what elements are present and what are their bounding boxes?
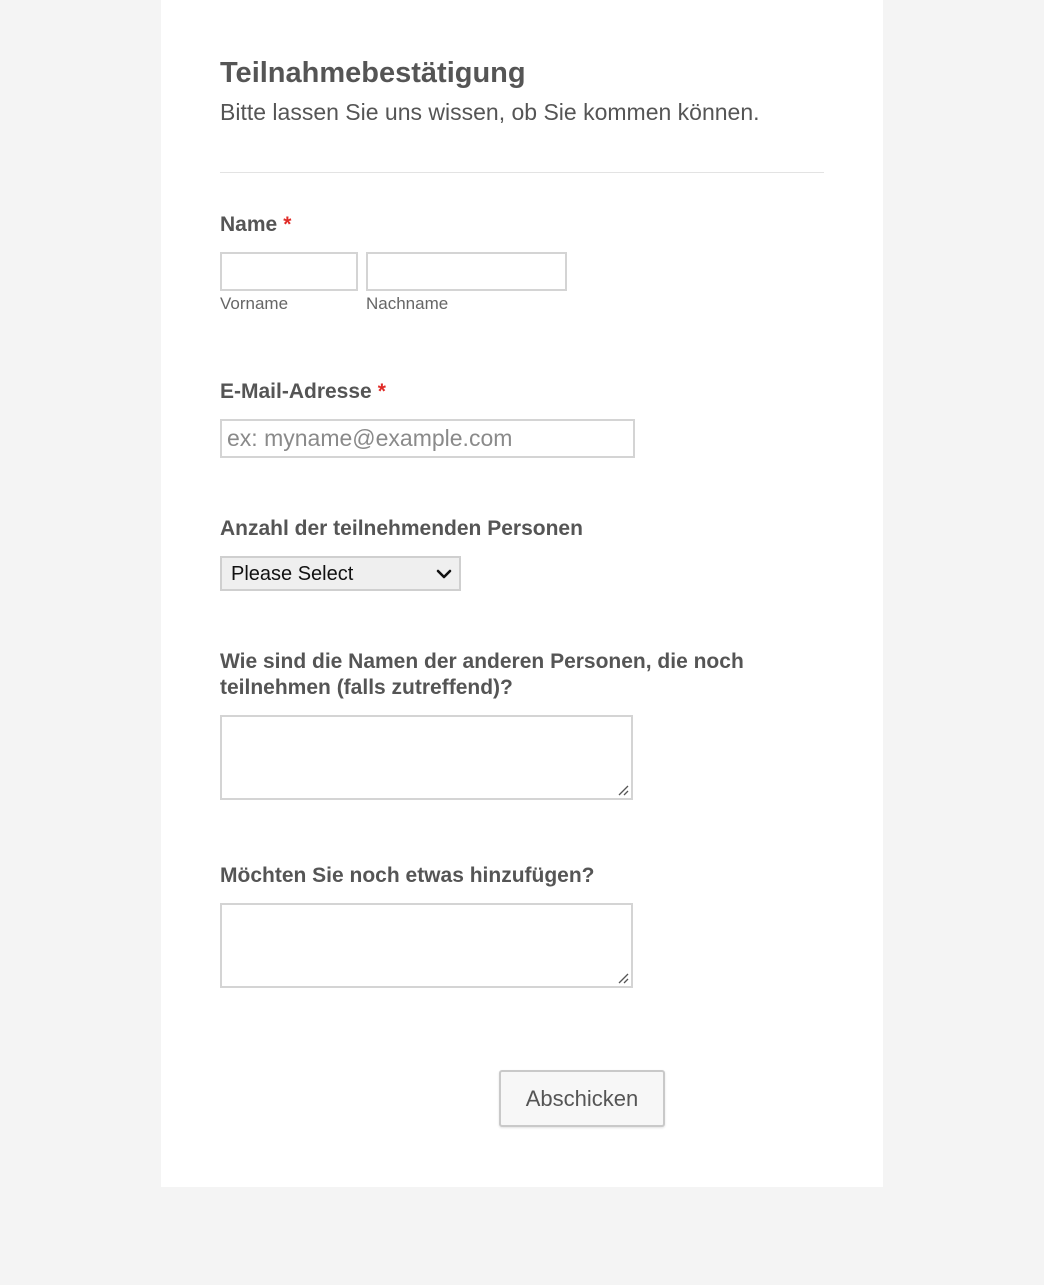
- last-name-sublabel: Nachname: [366, 294, 449, 313]
- submit-button[interactable]: Abschicken: [499, 1070, 665, 1127]
- form-subtitle: Bitte lassen Sie uns wissen, ob Sie kommen können.: [220, 99, 760, 125]
- name-label: [220, 212, 291, 238]
- email-label-text: E-Mail-Adresse: [220, 380, 372, 403]
- form-title: Teilnahmebestätigung: [220, 57, 526, 89]
- notes-textarea[interactable]: [220, 903, 633, 988]
- required-marker: *: [377, 380, 386, 403]
- first-name-sublabel: Vorname: [220, 294, 289, 313]
- header-divider: [220, 172, 824, 173]
- email-label: [220, 379, 386, 405]
- other-names-label: Wie sind die Namen der anderen Personen, die noch teilnehmen (falls zutreffend)?: [220, 650, 744, 699]
- required-marker: *: [283, 213, 292, 236]
- form-card: [161, 0, 883, 1187]
- chevron-down-icon: [435, 565, 453, 583]
- last-name-field[interactable]: [366, 252, 567, 291]
- notes-label: Möchten Sie noch etwas hinzufügen?: [220, 864, 595, 887]
- other-names-textarea[interactable]: [220, 715, 633, 800]
- resize-grip-icon[interactable]: [617, 972, 629, 984]
- email-field[interactable]: [220, 419, 635, 458]
- count-label: Anzahl der teilnehmenden Personen: [220, 517, 583, 540]
- first-name-field[interactable]: [220, 252, 358, 291]
- count-select-value: Please Select: [231, 563, 354, 585]
- resize-grip-icon[interactable]: [617, 784, 629, 796]
- name-label-text: Name: [220, 213, 278, 236]
- count-select[interactable]: [220, 556, 461, 591]
